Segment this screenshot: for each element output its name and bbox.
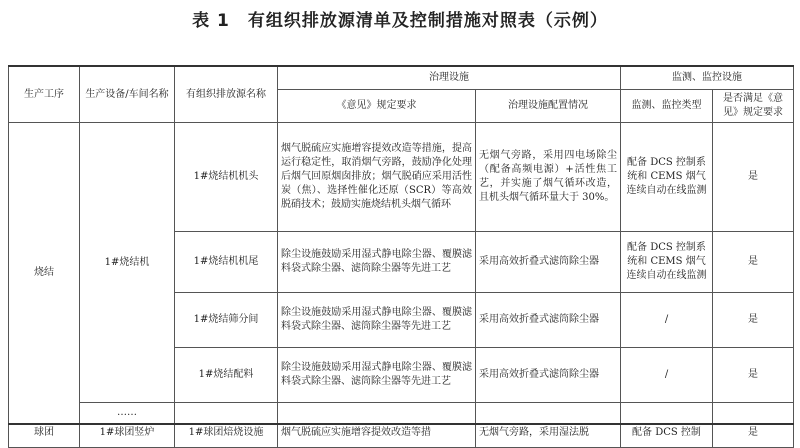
header-source: 有组织排放源名称 (175, 66, 278, 123)
cell-source: 1#球团焙烧设施 (175, 424, 278, 448)
cell-equipment: 1#烧结机 (80, 123, 175, 403)
cell-meets: 是 (713, 293, 794, 348)
cell-config: 无烟气旁路，采用湿法脱 (476, 424, 621, 448)
table-row (9, 424, 794, 448)
cell-requirement: 除尘设施鼓励采用湿式静电除尘器、覆膜滤料袋式除尘器、滤筒除尘器等先进工艺 (278, 293, 476, 348)
cell-config: 采用高效折叠式滤筒除尘器 (476, 293, 621, 348)
cell-source: 1#烧结机机尾 (175, 232, 278, 293)
header-process: 生产工序 (9, 66, 80, 123)
header-monitor: 监测、监控设施 (621, 66, 794, 90)
emission-source-table (8, 65, 794, 448)
header-treatment: 治理设施 (278, 66, 621, 90)
cell-monitor-type: 配备 DCS 控制系统和 CEMS 烟气连续自动在线监测 (621, 123, 713, 232)
cell-source: 1#烧结配料 (175, 348, 278, 403)
header-monitor-meets: 是否满足《意见》规定要求 (713, 90, 794, 123)
cell-process: 烧结 (9, 123, 80, 425)
cell-monitor-type: / (621, 293, 713, 348)
table-row (9, 123, 794, 232)
cell-requirement: 除尘设施鼓励采用湿式静电除尘器、覆膜滤料袋式除尘器、滤筒除尘器等先进工艺 (278, 348, 476, 403)
table-title: 表 1 有组织排放源清单及控制措施对照表（示例） (192, 11, 608, 31)
cell-config: 采用高效折叠式滤筒除尘器 (476, 232, 621, 293)
cell-requirement: 烟气脱硫应实施增容提效改造等措 (278, 424, 476, 448)
cell-meets: 是 (713, 123, 794, 232)
cell-monitor-type: / (621, 348, 713, 403)
cell-monitor-type: 配备 DCS 控制系统和 CEMS 烟气连续自动在线监测 (621, 232, 713, 293)
cell-source: 1#烧结机机头 (175, 123, 278, 232)
header-row-1 (9, 66, 794, 90)
cell-requirement: 除尘设施鼓励采用湿式静电除尘器、覆膜滤料袋式除尘器、滤筒除尘器等先进工艺 (278, 232, 476, 293)
cell-meets: 是 (713, 424, 794, 448)
header-equipment: 生产设备/车间名称 (80, 66, 175, 123)
cell-meets: 是 (713, 232, 794, 293)
cell-source: 1#烧结筛分间 (175, 293, 278, 348)
header-treatment-config: 治理设施配置情况 (476, 90, 621, 123)
cell-requirement: 烟气脱硫应实施增容提效改造等措施，提高运行稳定性，取消烟气旁路，鼓励净化处理后烟气回原烟囱排放；烟气脱硝应采用活性炭（焦）、选择性催化还原（SCR）等高效脱硝技术；鼓励实施烧结机头烟气循环 (278, 123, 476, 232)
cell-equipment: 1#球团竖炉 (80, 424, 175, 448)
cell-equipment-ellipsis: …… (80, 403, 175, 425)
header-monitor-type: 监测、监控类型 (621, 90, 713, 123)
cell-monitor-type: 配备 DCS 控制 (621, 424, 713, 448)
cell-meets: 是 (713, 348, 794, 403)
cell-config: 无烟气旁路，采用四电场除尘（配备高频电源）+活性焦工艺，并实施了烟气循环改造，且机头烟气循环量大于 30%。 (476, 123, 621, 232)
header-treatment-requirement: 《意见》规定要求 (278, 90, 476, 123)
table-row (9, 403, 794, 425)
cell-process: 球团 (9, 424, 80, 448)
cell-config: 采用高效折叠式滤筒除尘器 (476, 348, 621, 403)
